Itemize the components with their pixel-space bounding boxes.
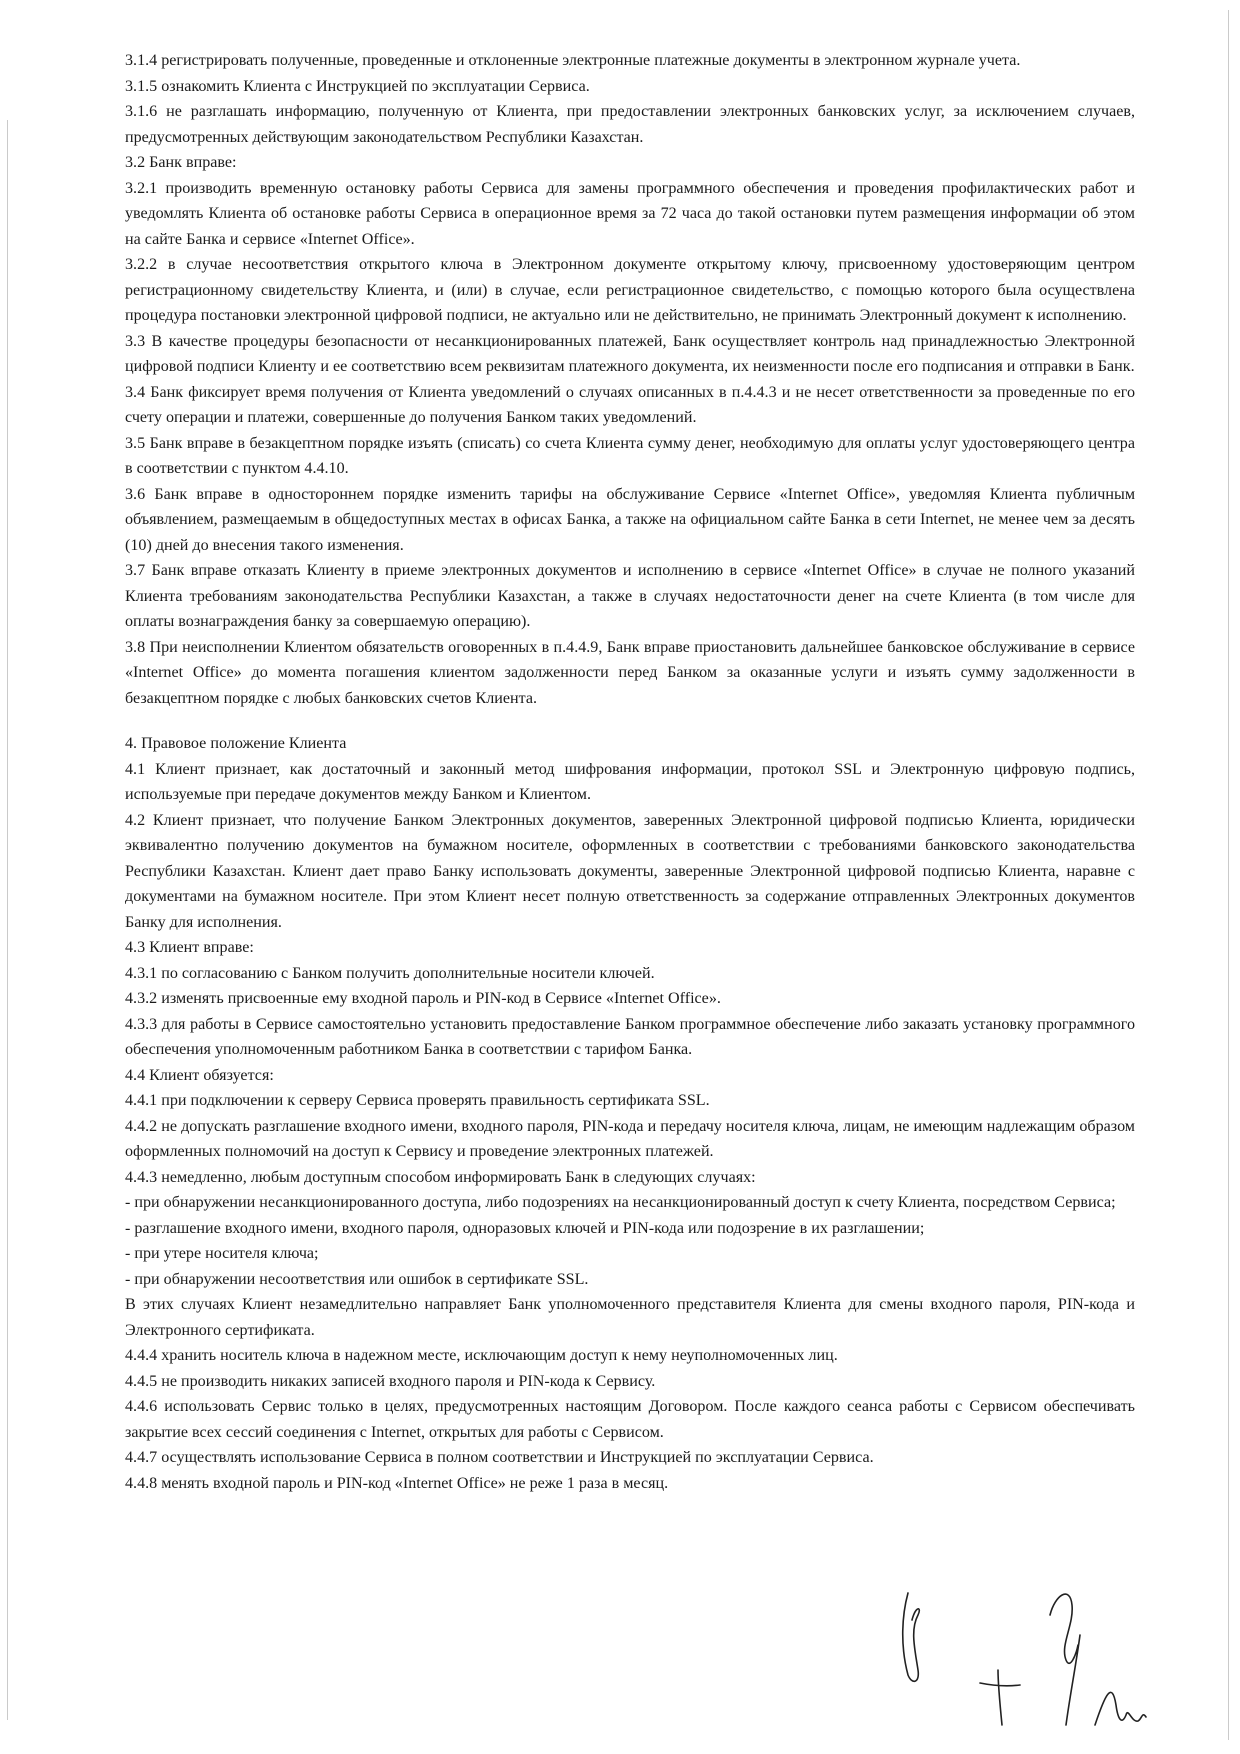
left-scan-edge <box>7 120 8 1720</box>
signature-initial-1 <box>903 1593 920 1681</box>
paragraph-3-2-2: 3.2.2 в случае несоответствия открытого ключа в Электронном документе открытому ключу, присвоенному удостоверяющим центром регистрационному свидетельству Клиента, и (или) в случае, если регистрационное свидетельство, с помощью которого была осуществлена процедура постановки электронной цифровой подписи, не актуально или не действительно, не принимать Электронный документ к исполнению. <box>125 256 1135 324</box>
paragraph-4-3-2: 4.3.2 изменять присвоенные ему входной пароль и PIN-код в Сервисе «Internet Office». <box>125 990 721 1007</box>
paragraph-4-4-2: 4.4.2 не допускать разглашение входного имени, входного пароля, PIN-кода и передачу носителя ключа, лицам, не имеющим надлежащим образом оформленных полномочий на доступ к Сервису и проведение электронных платежей. <box>125 1117 1135 1160</box>
paragraph-4-2: 4.2 Клиент признает, что получение Банком Электронных документов, заверенных Электронной цифровой подписью Клиента, юридически эквивалентно получению документов на бумажном носителе, оформленных в соответствии с требованиями банковского законодательства Республики Казахстан. Клиент дает право Банку использовать документы, заверенные Электронной цифровой подписью Клиента, наравне с документами на бумажном носителе. При этом Клиент несет полную ответственность за содержание отправленных Электронных документов Банку для исполнения. <box>125 811 1135 931</box>
signature-mark-4 <box>1095 1692 1146 1725</box>
signature-mark-3 <box>1050 1594 1080 1725</box>
paragraph-3-1-6: 3.1.6 не разглашать информацию, полученную от Клиента, при предоставлении электронных банковских услуг, за исключением случаев, предусмотренных действующим законодательством Республики Казахстан. <box>125 103 1135 146</box>
paragraph-3-4: 3.4 Банк фиксирует время получения от Клиента уведомлений о случаях описанных в п.4.4.3 и не несет ответственности за проведенные по его счету операции и платежи, совершенные до получения Банком таких уведомлений. <box>125 383 1135 426</box>
paragraph-4-4-4: 4.4.4 хранить носитель ключа в надежном месте, исключающим доступ к нему неуполномоченных лиц. <box>125 1347 838 1364</box>
paragraph-3-3: 3.3 В качестве процедуры безопасности от несанкционированных платежей, Банк осуществляет контроль над принадлежностью Электронной цифровой подписи Клиенту и ее соответствию всем реквизитам платежного документа, их неизменности после его подписания и отправки в Банк. <box>125 332 1135 375</box>
handwritten-signatures <box>880 1575 1180 1745</box>
list-item-key-loss: - при утере носителя ключа; <box>125 1245 319 1262</box>
paragraph-4-4-1: 4.4.1 при подключении к серверу Сервиса проверять правильность сертификата SSL. <box>125 1092 710 1109</box>
right-scan-edge <box>1228 10 1229 1740</box>
paragraph-4-4-6: 4.4.6 использовать Сервис только в целях, предусмотренных настоящим Договором. После каждого сеанса работы с Сервисом обеспечивать закрытие всех сессий соединения с Internet, открытых для работы с Сервисом. <box>125 1398 1135 1441</box>
section-gap <box>125 711 1135 731</box>
paragraph-3-7: 3.7 Банк вправе отказать Клиенту в приеме электронных документов и исполнению в сервисе «Internet Office» в случае не полного указаний Клиента требованиям законодательства Республики Казахстан, а также в случаях недостаточности денег на счете Клиента (в том числе для оплаты вознаграждения банку за совершаемую операцию). <box>125 562 1135 630</box>
paragraph-4-4-5: 4.4.5 не производить никаких записей входного пароля и PIN-кода к Сервису. <box>125 1372 656 1390</box>
document-body <box>125 48 1135 1496</box>
paragraph-3-6: 3.6 Банк вправе в одностороннем порядке изменить тарифы на обслуживание Сервисе «Internet Office», уведомляя Клиента публичным объявлением, размещаемым в общедоступных местах в офисах Банка, а также на официальном сайте Банка в сети Internet, не менее чем за десять (10) дней до внесения такого изменения. <box>125 485 1135 554</box>
paragraph-3-5: 3.5 Банк вправе в безакцептном порядке изъять (списать) со счета Клиента сумму денег, необходимую для оплаты услуг удостоверяющего центра в соответствии с пунктом 4.4.10. <box>125 434 1135 477</box>
list-item-unauthorized-access: - при обнаружении несанкционированного доступа, либо подозрениях на несанкционированный доступ к счету Клиента, посредством Сервиса; <box>125 1194 1116 1211</box>
list-item-ssl-errors: - при обнаружении несоответствия или ошибок в сертификате SSL. <box>125 1270 589 1288</box>
section-heading-4: 4. Правовое положение Клиента <box>125 735 347 752</box>
paragraph-4-3-3: 4.3.3 для работы в Сервисе самостоятельно установить предоставление Банком программное обеспечение либо заказать установку программного обеспечения уполномоченным работником Банка в соответствии с тарифом Банка. <box>125 1015 1135 1058</box>
paragraph-3-8: 3.8 При неисполнении Клиентом обязательств оговоренных в п.4.4.9, Банк вправе приостановить дальнейшее банковское обслуживание в сервисе «Internet Office» до момента погашения клиентом задолженности перед Банком за оказанные услуги и изъять сумму задолженности в безакцептном порядке с любых банковских счетов Клиента. <box>125 638 1135 707</box>
paragraph-4-4-7: 4.4.7 осуществлять использование Сервиса в полном соответствии и Инструкцией по эксплуатации Сервиса. <box>125 1449 874 1466</box>
signature-mark-2 <box>980 1670 1020 1725</box>
paragraph-4-3-1: 4.3.1 по согласованию с Банком получить дополнительные носители ключей. <box>125 964 655 982</box>
paragraph-4-1: 4.1 Клиент признает, как достаточный и законный метод шифрования информации, протокол SSL и Электронную цифровую подпись, используемые при передаче документов между Банком и Клиентом. <box>125 760 1135 803</box>
paragraph-4-4-8: 4.4.8 менять входной пароль и PIN-код «Internet Office» не реже 1 раза в месяц. <box>125 1474 669 1492</box>
list-item-disclosure: - разглашение входного имени, входного пароля, одноразовых ключей и PIN-кода или подозрение в их разглашении; <box>125 1219 925 1237</box>
paragraph-4-3: 4.3 Клиент вправе: <box>125 939 254 956</box>
paragraph-4-4: 4.4 Клиент обязуется: <box>125 1066 274 1084</box>
paragraph-3-1-5: 3.1.5 ознакомить Клиента с Инструкцией по эксплуатации Сервиса. <box>125 77 590 95</box>
paragraph-3-1-4: 3.1.4 регистрировать полученные, проведенные и отклоненные электронные платежные документы в электронном журнале учета. <box>125 52 1021 69</box>
paragraph-4-4-3: 4.4.3 немедленно, любым доступным способом информировать Банк в следующих случаях: <box>125 1168 756 1186</box>
paragraph-in-these-cases: В этих случаях Клиент незамедлительно направляет Банк уполномоченного представителя Клиента для смены входного пароля, PIN-кода и Электронного сертификата. <box>125 1296 1135 1339</box>
paragraph-3-2-1: 3.2.1 производить временную остановку работы Сервиса для замены программного обеспечения и проведения профилактических работ и уведомлять Клиента об остановке работы Сервиса в операционное время за 72 часа до такой остановки путем размещения информации об этом на сайте Банка и сервисе «Internet Office». <box>125 179 1135 248</box>
paragraph-3-2: 3.2 Банк вправе: <box>125 154 237 171</box>
